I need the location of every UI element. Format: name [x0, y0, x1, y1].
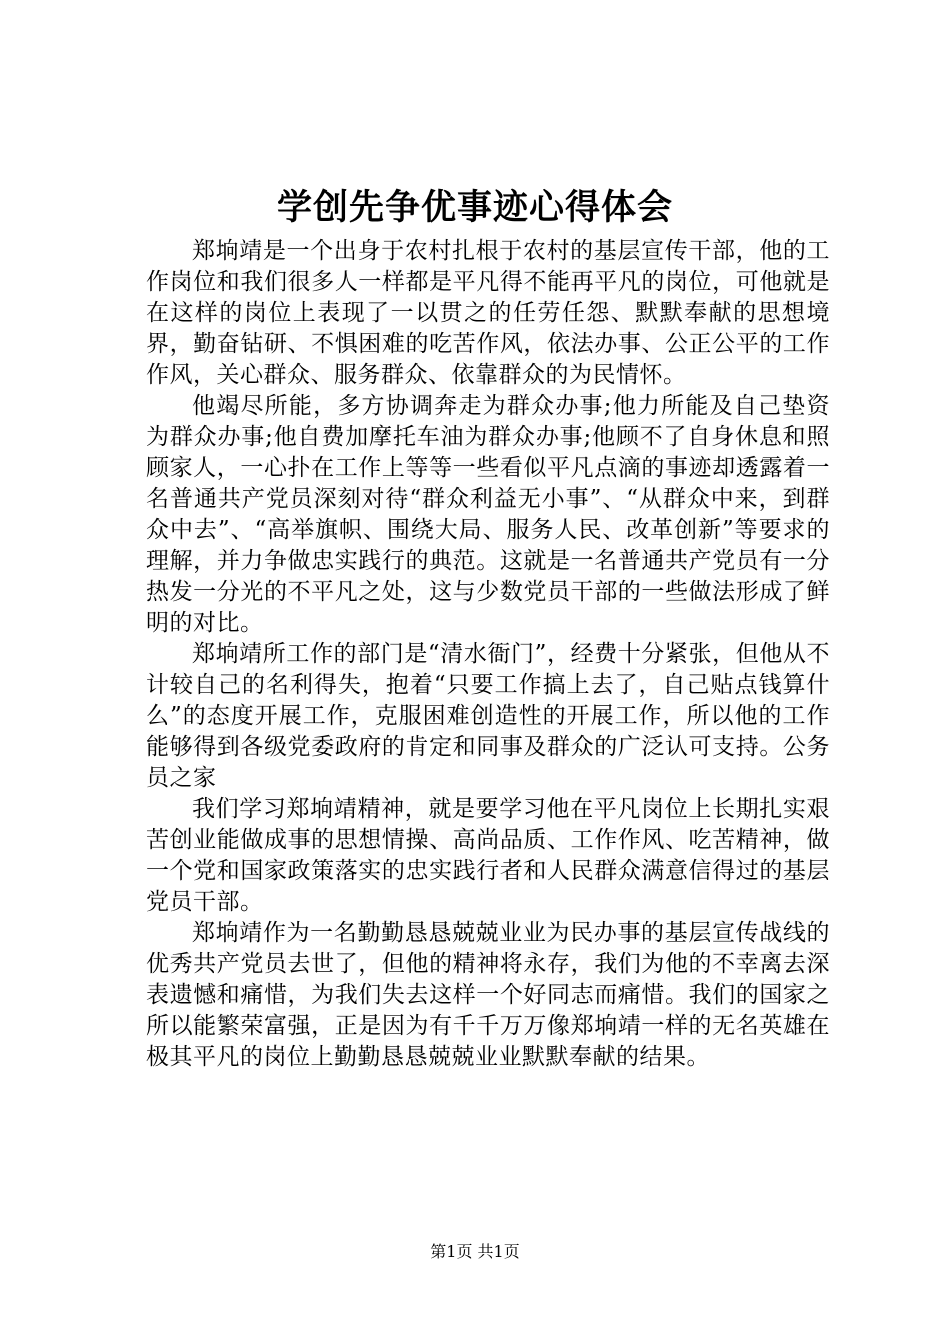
paragraph: 郑垧靖作为一名勤勤恳恳兢兢业业为民办事的基层宣传战线的优秀共产党员去世了，但他的精神将永存，我们为他的不幸离去深表遗憾和痛惜，为我们失去这样一个好同志而痛惜。我们的国家之所以能繁荣富强，正是因为有千千万万像郑垧靖一样的无名英雄在极其平凡的岗位上勤勤恳恳兢兢业业默默奉献的结果。 [146, 920, 830, 1070]
document-title: 学创先争优事迹心得体会 [276, 187, 673, 228]
paragraph: 我们学习郑垧靖精神，就是要学习他在平凡岗位上长期扎实艰苦创业能做成事的思想情操、高尚品质、工作作风、吃苦精神，做一个党和国家政策落实的忠实践行者和人民群众满意信得过的基层党员干部。 [146, 796, 830, 915]
page-number-footer: 第1页 共1页 [430, 1242, 520, 1261]
paragraph: 郑垧靖是一个出身于农村扎根于农村的基层宣传干部，他的工作岗位和我们很多人一样都是平凡得不能再平凡的岗位，可他就是在这样的岗位上表现了一以贯之的任劳任怨、默默奉献的思想境界，勤奋钻研、不惧困难的吃苦作风，依法办事、公正公平的工作作风，关心群众、服务群众、依靠群众的为民情怀。 [146, 238, 830, 388]
document-body [146, 236, 830, 1073]
paragraph: 郑垧靖所工作的部门是“清水衙门”，经费十分紧张，但他从不计较自己的名利得失，抱着“只要工作搞上去了，自己贴点钱算什么”的态度开展工作，克服困难创造性的开展工作，所以他的工作能够得到各级党委政府的肯定和同事及群众的广泛认可支持。公务员之家 [146, 641, 830, 791]
paragraph: 他竭尽所能，多方协调奔走为群众办事;他力所能及自己垫资为群众办事;他自费加摩托车油为群众办事;他顾不了自身休息和照顾家人，一心扑在工作上等等一些看似平凡点滴的事迹却透露着一名普通共产党员深刻对待“群众利益无小事”、“从群众中来，到群众中去”、“高举旗帜、围绕大局、服务人民、改革创新”等要求的理解，并力争做忠实践行的典范。这就是一名普通共产党员有一分热发一分光的不平凡之处，这与少数党员干部的一些做法形成了鲜明的对比。 [146, 393, 830, 636]
